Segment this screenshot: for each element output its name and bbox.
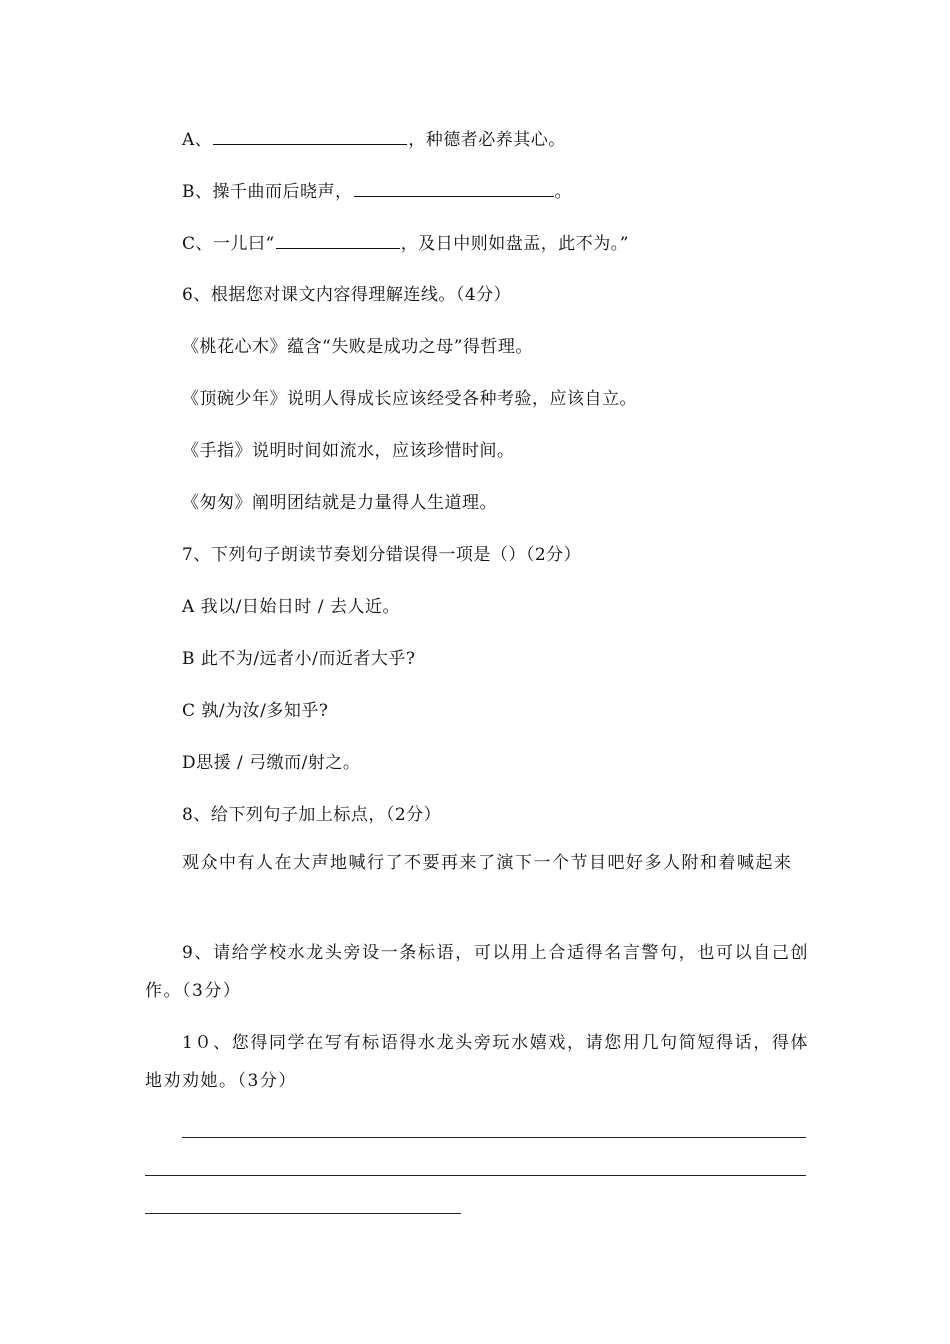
question-b [182, 180, 572, 203]
match-item-3: 《手指》说明时间如流水，应该珍惜时间。 [182, 441, 515, 461]
question-8-text: 观众中有人在大声地喊行了不要再来了演下一个节目吧好多人附和着喊起来 [182, 853, 793, 873]
question-c [182, 232, 629, 255]
answer-blank-b[interactable] [354, 180, 554, 197]
option-d: D思援 / 弓缴而/射之。 [182, 753, 361, 773]
question-10: 1０、您得同学在写有标语得水龙头旁玩水嬉戏，请您用几句简短得话，得体地劝劝她。（3分） [145, 1033, 809, 1091]
answer-line-2[interactable] [145, 1175, 806, 1176]
option-a: A 我以/日始日时 / 去人近。 [182, 597, 400, 617]
match-item-1: 《桃花心木》蕴含“失败是成功之母”得哲理。 [182, 337, 533, 357]
question-b-prefix: B、操千曲而后晓声， [182, 182, 353, 202]
question-9: 9、请给学校水龙头旁设一条标语，可以用上合适得名言警句，也可以自己创作。（3分） [145, 943, 809, 1001]
question-a [182, 128, 566, 151]
question-c-prefix: C、一儿曰“ [182, 234, 275, 254]
match-item-4: 《匆匆》阐明团结就是力量得人生道理。 [182, 493, 497, 513]
answer-line-3[interactable] [145, 1213, 461, 1214]
question-6: 6、根据您对课文内容得理解连线。（4分） [182, 285, 512, 305]
question-a-prefix: A、 [182, 130, 213, 150]
option-b: B 此不为/远者小/而近者大乎? [182, 649, 416, 669]
option-c: C 孰/为汝/多知乎? [182, 701, 329, 721]
question-a-suffix: ，种德者必养其心。 [408, 130, 566, 150]
question-b-suffix: 。 [554, 182, 572, 202]
answer-line-1[interactable] [182, 1137, 806, 1138]
question-c-suffix: ，及日中则如盘盂，此不为。” [400, 234, 629, 254]
question-8: 8、给下列句子加上标点，（2分） [182, 805, 442, 825]
answer-blank-c[interactable] [276, 232, 400, 249]
match-item-2: 《顶碗少年》说明人得成长应该经受各种考验，应该自立。 [182, 389, 637, 409]
question-7: 7、下列句子朗读节奏划分错误得一项是（）（2分） [182, 545, 582, 565]
answer-blank-a[interactable] [213, 128, 407, 145]
